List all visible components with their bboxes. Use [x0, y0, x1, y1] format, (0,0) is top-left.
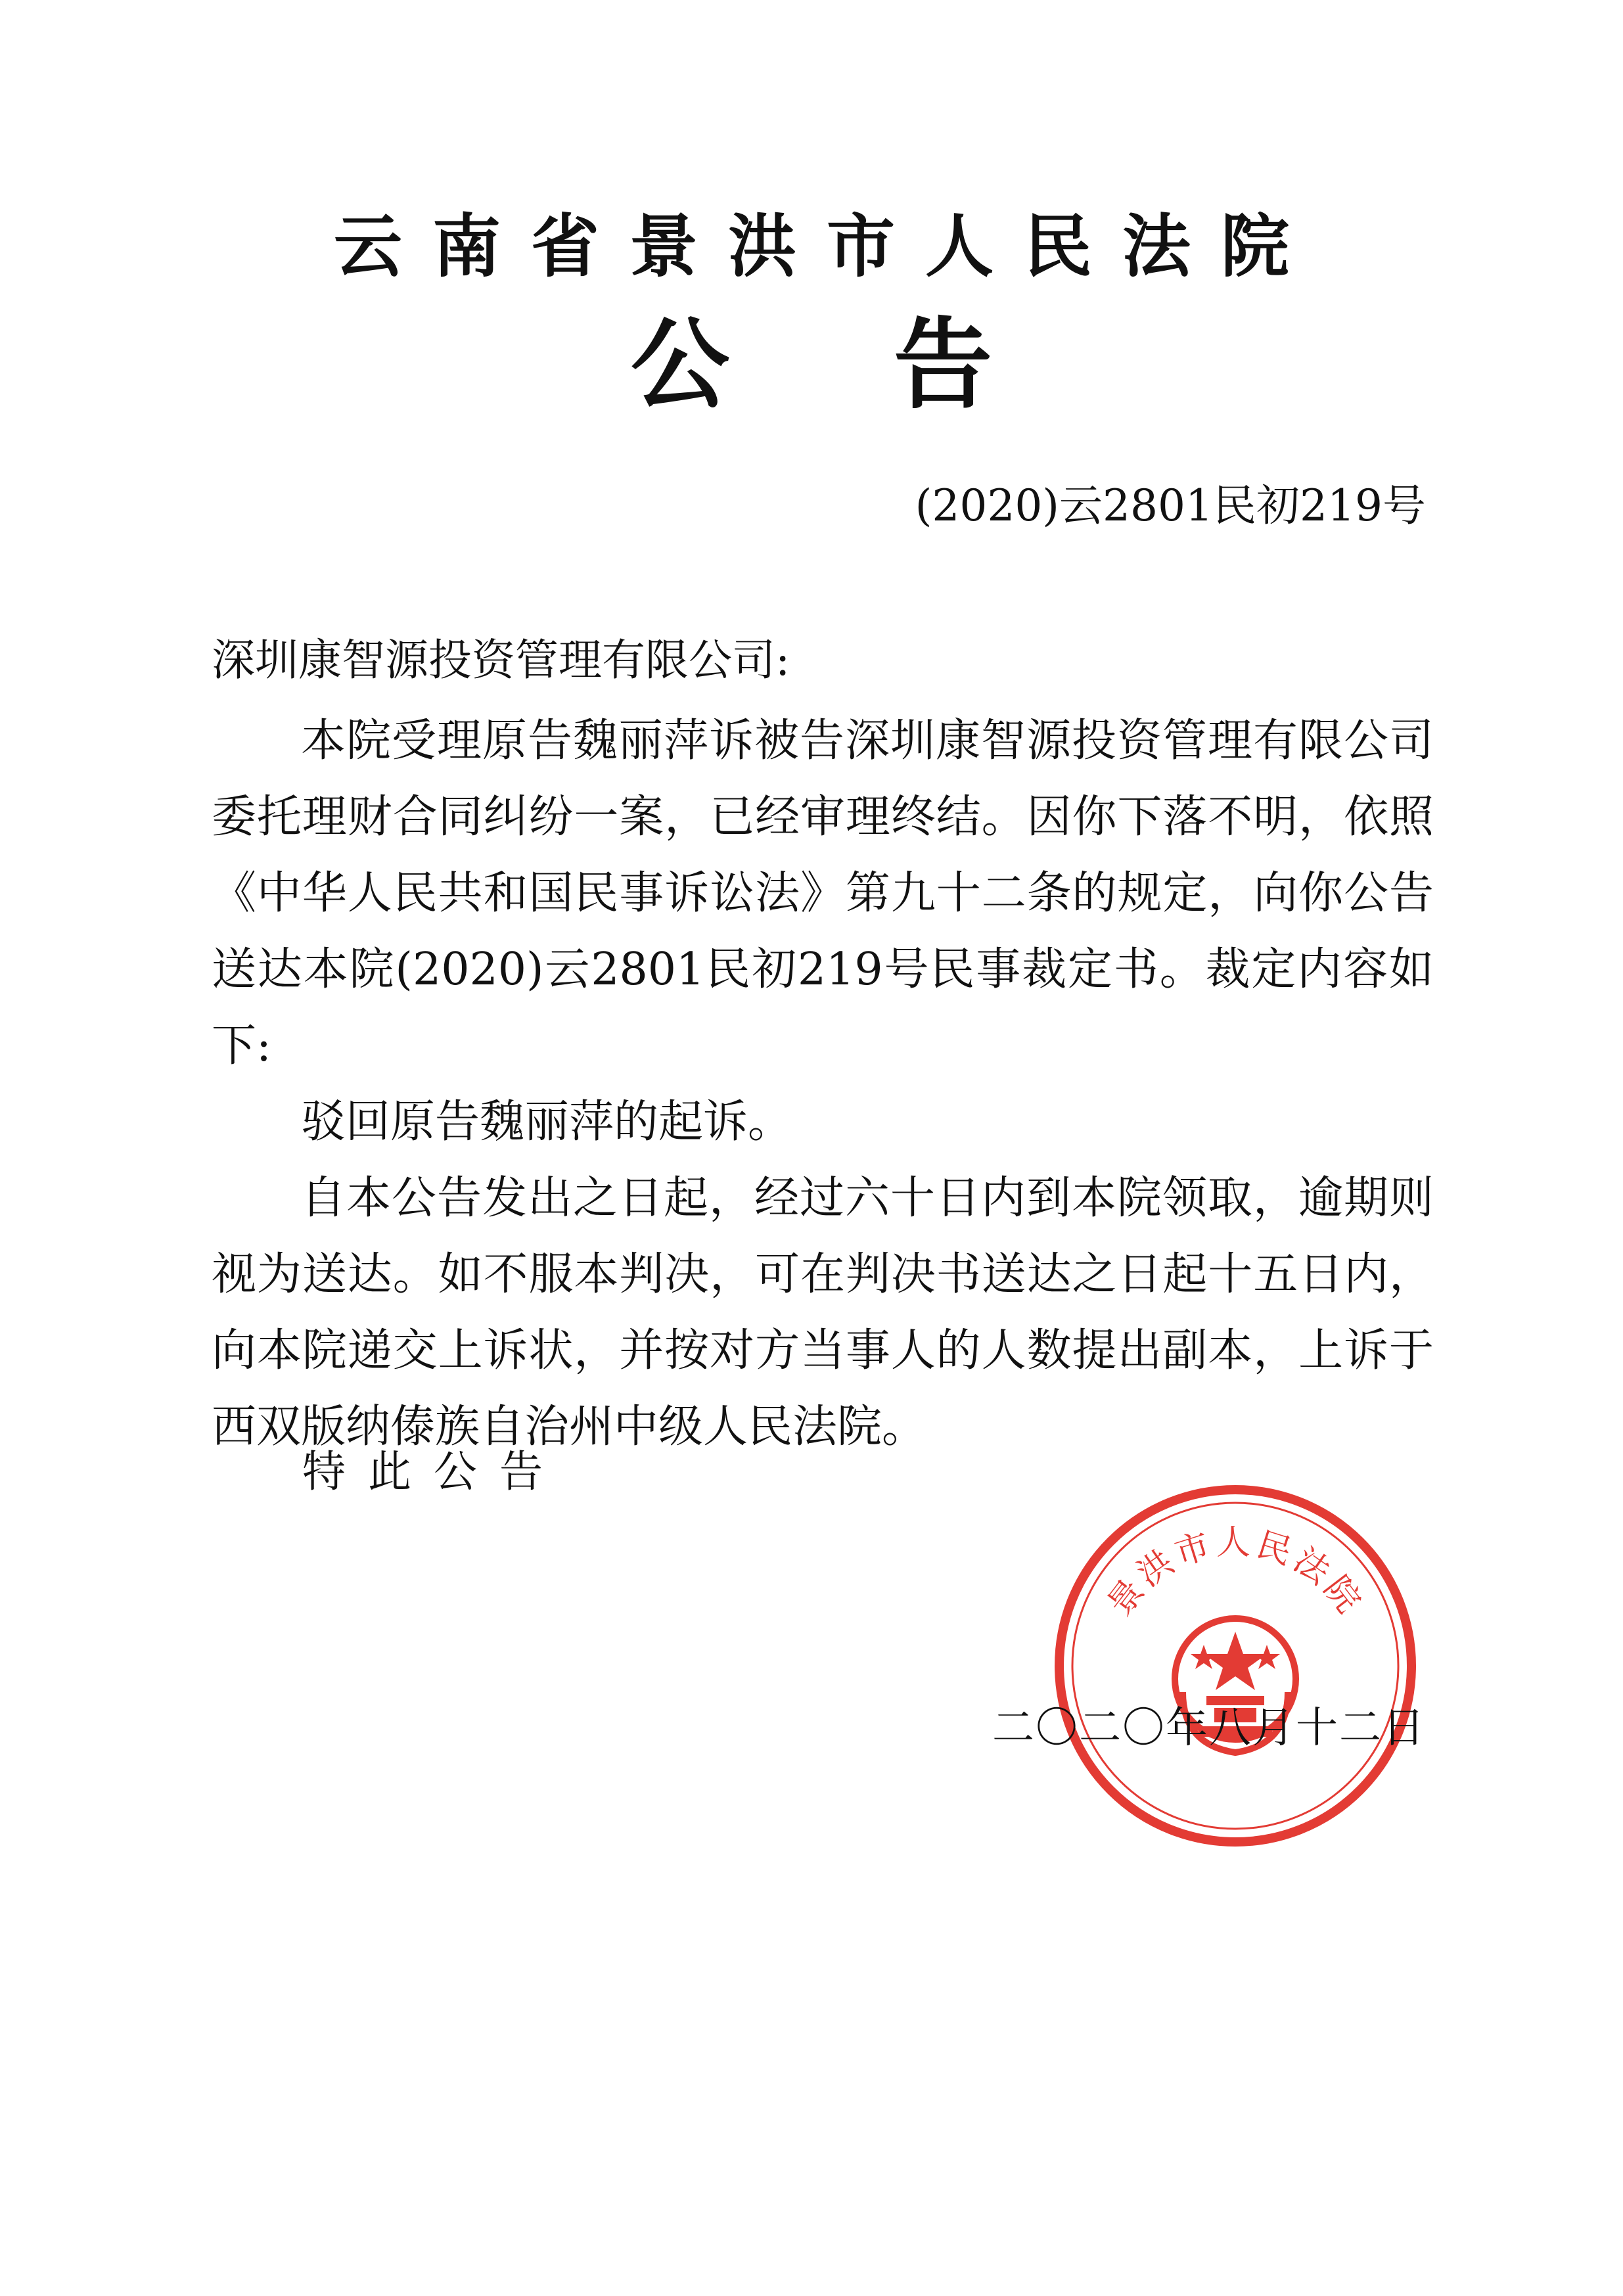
paragraph-case-summary: 本院受理原告魏丽萍诉被告深圳康智源投资管理有限公司委托理财合同纠纷一案，已经审理终结。因你下落不明，依照《中华人民共和国民事诉讼法》第九十二条的规定，向你公告送达本院(2020)云2801民初219号民事裁定书。裁定内容如下: [212, 715, 1434, 1072]
addressee: 深圳康智源投资管理有限公司: [212, 635, 790, 685]
closing-statement: 特此公告 [302, 1446, 565, 1497]
court-name: 云南省景洪市人民法院 [333, 206, 1319, 287]
court-seal [1051, 1482, 1419, 1850]
notice-body [212, 703, 1434, 1465]
paragraph-instructions: 自本公告发出之日起，经过六十日内到本院领取，逾期则视为送达。如不服本判决，可在判决书送达之日起十五日内，向本院递交上诉状，并按对方当事人的人数提出副本，上诉于西双版纳傣族自治州中级人民法院。 [212, 1172, 1434, 1453]
document-title: 公告 [630, 307, 1156, 423]
issue-date: 二〇二〇年八月十二日 [992, 1704, 1426, 1753]
paragraph-ruling: 驳回原告魏丽萍的起诉。 [301, 1096, 793, 1148]
case-number: (2020)云2801民初219号 [915, 480, 1426, 531]
seal-text: 景洪市人民法院 [1100, 1523, 1371, 1624]
